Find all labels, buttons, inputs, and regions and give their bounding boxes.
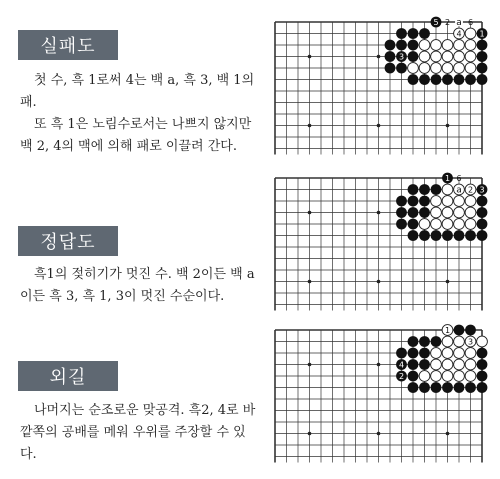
white-stone bbox=[454, 40, 465, 51]
black-stone bbox=[465, 325, 476, 336]
black-stone bbox=[408, 348, 419, 359]
white-stone bbox=[419, 63, 430, 74]
black-stone bbox=[419, 207, 430, 218]
star-point bbox=[377, 211, 381, 215]
black-stone bbox=[442, 74, 453, 85]
black-stone bbox=[454, 382, 465, 393]
white-stone bbox=[431, 51, 442, 62]
black-stone bbox=[408, 219, 419, 230]
white-stone bbox=[431, 63, 442, 74]
white-stone bbox=[477, 336, 488, 347]
section-label-answer: 정답도 bbox=[18, 226, 118, 256]
failure-paragraph-1: 첫 수, 흑 1로써 4는 백 a, 흑 3, 백 1의 패. bbox=[20, 73, 255, 110]
white-stone bbox=[454, 207, 465, 218]
section-label-oegil: 외길 bbox=[18, 361, 118, 391]
black-stone bbox=[408, 196, 419, 207]
oegil-description bbox=[20, 400, 260, 466]
black-stone bbox=[454, 325, 465, 336]
black-stone bbox=[408, 230, 419, 241]
white-stone bbox=[465, 40, 476, 51]
black-stone bbox=[431, 382, 442, 393]
black-stone bbox=[408, 28, 419, 39]
move-label: a bbox=[456, 185, 462, 196]
black-stone bbox=[396, 28, 407, 39]
answer-diagram bbox=[270, 168, 495, 316]
black-stone bbox=[442, 230, 453, 241]
black-stone bbox=[477, 207, 488, 218]
white-stone bbox=[454, 359, 465, 370]
move-label: 6 bbox=[456, 174, 462, 183]
white-stone bbox=[442, 207, 453, 218]
star-point bbox=[308, 124, 312, 128]
black-stone bbox=[419, 348, 430, 359]
move-label: 1 bbox=[444, 326, 451, 335]
white-stone bbox=[442, 184, 453, 195]
move-label: 6 bbox=[467, 18, 474, 27]
black-stone bbox=[408, 184, 419, 195]
white-stone bbox=[419, 51, 430, 62]
black-stone bbox=[477, 371, 488, 382]
black-stone bbox=[477, 74, 488, 85]
white-stone bbox=[465, 28, 476, 39]
black-stone bbox=[419, 196, 430, 207]
white-stone bbox=[442, 219, 453, 230]
black-stone bbox=[477, 51, 488, 62]
white-stone bbox=[431, 40, 442, 51]
failure-diagram bbox=[270, 12, 495, 160]
white-stone bbox=[442, 348, 453, 359]
black-stone bbox=[477, 196, 488, 207]
move-label: 3 bbox=[398, 52, 405, 62]
black-stone bbox=[477, 230, 488, 241]
star-point bbox=[308, 432, 312, 436]
star-point bbox=[377, 55, 381, 59]
black-stone bbox=[396, 207, 407, 218]
black-stone bbox=[408, 207, 419, 218]
black-stone bbox=[431, 184, 442, 195]
star-point bbox=[308, 280, 312, 284]
white-stone bbox=[442, 336, 453, 347]
failure-description bbox=[20, 70, 260, 158]
white-stone bbox=[454, 51, 465, 62]
white-stone bbox=[454, 63, 465, 74]
white-stone bbox=[442, 371, 453, 382]
black-stone bbox=[396, 219, 407, 230]
white-stone bbox=[454, 371, 465, 382]
white-stone bbox=[408, 63, 419, 74]
black-stone bbox=[454, 230, 465, 241]
star-point bbox=[446, 280, 450, 284]
white-stone bbox=[431, 348, 442, 359]
black-stone bbox=[408, 359, 419, 370]
star-point bbox=[377, 363, 381, 367]
black-stone bbox=[408, 74, 419, 85]
black-stone bbox=[477, 382, 488, 393]
white-stone bbox=[442, 359, 453, 370]
answer-paragraph-1: 흑1의 젖히기가 멋진 수. 백 2이든 백 a이든 흑 3, 흑 1, 3이 멋진 수순이다. bbox=[20, 267, 255, 304]
black-stone bbox=[385, 63, 396, 74]
black-stone bbox=[477, 219, 488, 230]
oegil-paragraph-1: 나머지는 순조로운 맞공격. 흑2, 4로 바깥쪽의 공배를 메워 우위를 주장할 수 있다. bbox=[20, 403, 256, 462]
black-stone bbox=[465, 74, 476, 85]
white-stone bbox=[465, 196, 476, 207]
white-stone bbox=[465, 371, 476, 382]
white-stone bbox=[454, 196, 465, 207]
black-stone bbox=[396, 40, 407, 51]
move-label: 4 bbox=[456, 29, 462, 39]
white-stone bbox=[419, 219, 430, 230]
white-stone bbox=[431, 207, 442, 218]
move-label: 3 bbox=[479, 185, 485, 195]
white-stone bbox=[442, 40, 453, 51]
move-label: a bbox=[456, 18, 462, 28]
black-stone bbox=[442, 382, 453, 393]
black-stone bbox=[419, 336, 430, 347]
white-stone bbox=[442, 51, 453, 62]
white-stone bbox=[431, 219, 442, 230]
black-stone bbox=[408, 371, 419, 382]
move-label: 1 bbox=[479, 29, 485, 39]
star-point bbox=[446, 124, 450, 128]
star-point bbox=[308, 55, 312, 59]
white-stone bbox=[442, 63, 453, 74]
star-point bbox=[308, 211, 312, 215]
white-stone bbox=[465, 207, 476, 218]
failure-paragraph-2: 또 흑 1은 노림수로서는 나쁘지 않지만 백 2, 4의 맥에 의해 패로 이끌려 간다. bbox=[20, 117, 252, 154]
white-stone bbox=[465, 359, 476, 370]
black-stone bbox=[431, 336, 442, 347]
section-label-failure: 실패도 bbox=[18, 30, 118, 60]
white-stone bbox=[431, 359, 442, 370]
white-stone bbox=[465, 219, 476, 230]
move-label: 3 bbox=[467, 337, 474, 347]
star-point bbox=[446, 432, 450, 436]
white-stone bbox=[454, 348, 465, 359]
black-stone bbox=[408, 336, 419, 347]
black-stone bbox=[419, 184, 430, 195]
black-stone bbox=[419, 28, 430, 39]
black-stone bbox=[396, 196, 407, 207]
black-stone bbox=[465, 230, 476, 241]
black-stone bbox=[465, 382, 476, 393]
black-stone bbox=[396, 63, 407, 74]
star-point bbox=[377, 432, 381, 436]
white-stone bbox=[454, 219, 465, 230]
black-stone bbox=[477, 348, 488, 359]
move-label: 1 bbox=[444, 174, 451, 183]
black-stone bbox=[431, 230, 442, 241]
black-stone bbox=[477, 40, 488, 51]
white-stone bbox=[465, 51, 476, 62]
black-stone bbox=[408, 40, 419, 51]
star-point bbox=[377, 280, 381, 284]
black-stone bbox=[385, 51, 396, 62]
black-stone bbox=[408, 382, 419, 393]
black-stone bbox=[477, 63, 488, 74]
white-stone bbox=[465, 348, 476, 359]
black-stone bbox=[419, 230, 430, 241]
black-stone bbox=[477, 359, 488, 370]
white-stone bbox=[431, 371, 442, 382]
white-stone bbox=[465, 63, 476, 74]
black-stone bbox=[431, 74, 442, 85]
move-label: 5 bbox=[433, 18, 439, 27]
black-stone bbox=[385, 40, 396, 51]
black-stone bbox=[454, 74, 465, 85]
white-stone bbox=[431, 196, 442, 207]
star-point bbox=[308, 363, 312, 367]
move-label: 4 bbox=[398, 360, 405, 370]
white-stone bbox=[454, 336, 465, 347]
black-stone bbox=[408, 51, 419, 62]
oegil-diagram bbox=[270, 320, 495, 468]
black-stone bbox=[396, 348, 407, 359]
move-label: 2 bbox=[444, 18, 451, 27]
black-stone bbox=[419, 382, 430, 393]
black-stone bbox=[419, 74, 430, 85]
white-stone bbox=[419, 371, 430, 382]
move-label: 2 bbox=[467, 185, 474, 195]
star-point bbox=[377, 124, 381, 128]
move-label: 2 bbox=[398, 372, 405, 381]
white-stone bbox=[419, 40, 430, 51]
white-stone bbox=[442, 196, 453, 207]
answer-description bbox=[20, 264, 260, 308]
black-stone bbox=[419, 359, 430, 370]
